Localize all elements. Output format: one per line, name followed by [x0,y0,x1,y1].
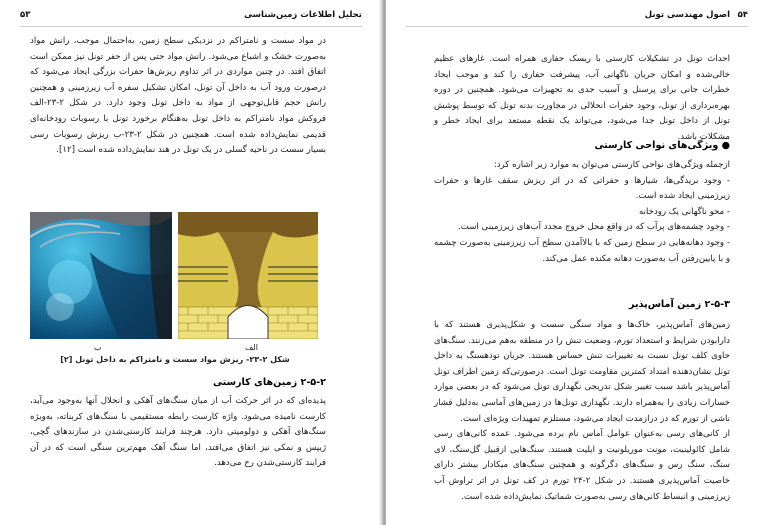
figure-schematic-a [178,212,318,339]
right-section-paragraphs [434,318,730,518]
left-page-number: ۵۳ [20,10,31,20]
right-section-heading: ۲-۵-۳ زمین آماس‌پذیر [628,299,730,310]
right-page-number: ۵۴ [737,10,748,20]
figure-caption: شکل ۲-۲۳- ریزش مواد سست و نامتراکم به داخل تونل [۲] [60,355,290,364]
list-item: - وجود بریدگی‌ها، شیارها و حفراتی که در اثر ریزش سقف غارها و حفرات زیرزمینی ایجاد شده است. [434,175,730,202]
karst-features-heading: ● ویژگی‌های نواحی کارستی [594,140,730,151]
right-intro-paragraph [434,52,730,142]
right-running-title: اصول مهندسی تونل [644,10,730,20]
left-running-title: تحلیل اطلاعات زمین‌شناسی [244,10,362,20]
left-section-text: پدیده‌ای که در اثر حرکت آب از میان سنگ‌های آهکی و انحلال آنها به‌وجود می‌آید، کارست نامیده می‌شود. واژه کارست رابطه مستقیمی با سنگ‌های کربناته، به‌ویژه سنگ‌های آهکی و دولومیتی دارد. هرچند فرایند کارستی‌شدن در سازندهای گچی، ژیپس و نمکی نیز اتفاق می‌افتد، اما سنگ آهک مهم‌ترین سنگی است که در آن فرایند کارستی‌شدن رخ می‌دهد. [30,396,326,469]
swelling-ground-text-1: زمین‌های آماس‌پذیر، خاک‌ها و مواد سنگی سست و شکل‌پذیری هستند که با دارابودن شرایط و استعداد تورم، وضعیت تنش را در منطقه به‌هم می‌زنند. سنگ‌های حاوی کلف تونل نسبت به تغییرات تنش حساس هستند. جریان تودهسنگ به داخل تونل نشان‌دهنده امتداد کمترین مقاومت تونل است. درصورتی‌که زمین اطراف تونل آماس‌پذیر باشد سبب تغییر شکل تدریجی نگهداری تونل می‌شود که در بعضی موارد خسارات زیادی را به‌همراه دارند. نگهداری تونل‌ها در زمین‌های آماسی به‌دلیل فشار ناشی از تورم که در درازمدت ایجاد می‌شود، مستلزم تمهیدات ویژه‌ای است. [434,320,730,424]
left-page-header [20,10,362,27]
list-item: - وجود چشمه‌های پرآب که در واقع محل خروج مجدد آب‌های زیرزمینی است. [458,222,730,233]
figure-label-b: ب [94,343,102,352]
figure-label-a: الف [245,343,258,352]
karst-features-list [434,158,730,288]
left-intro-paragraph [30,34,326,199]
right-page [386,0,768,525]
left-section-paragraph [30,394,326,504]
figure-photo-b [30,212,172,339]
left-page [0,0,382,525]
left-section-heading: ۲-۵-۲ زمین‌های کارستی [212,377,326,388]
left-intro-text: در مواد سست و نامتراکم در نزدیکی سطح زمین، به‌احتمال موجب، رانش مواد به‌صورت خشک و اشباع می‌شود. رانش مواد حتی پس از حفر تونل نیز ممکن است اتفاق افتد. در چنین مواردی در اثر تداوم ریزش‌ها حفرات بزرگی ایجاد می‌شود که درصورت ورود آب به داخل آن تونل، امکان تشکیل سفره آب زیرزمینی و همچنین رانش حجم قابل‌توجهی از مواد به داخل تونل وجود دارد. در شکل ۲-۲۳-الف فروکش مواد نامتراکم به داخل تونل به‌هنگام برخورد تونل با رسوبات رودخانه‌ای قدیمی نمایش‌داده شده است. همچنین در شکل ۲-۲۳-ب ریزش رسوبات رسی بسیار سست در ناحیه گسلی در یک تونل در هند نمایش‌داده شده است [۱۲]. [30,36,326,156]
list-item: - محو ناگهانی یک رودخانه [639,206,730,217]
right-page-header [406,10,748,27]
tunnel-collapse-diagram [178,212,318,339]
right-intro-text: احداث تونل در تشکیلات کارستی با ریسک حفاری همراه است. غارهای عظیم خالی‌شده و امکان جریان ناگهانی آب، پیشرفت حفاری را کند و موجب ایجاد خطرات جانی برای پرسنل و آسیب جدی به تجهیزات می‌شود. همچنین در دوره بهره‌برداری از تونل، وجود حفرات انحلالی در مجاورت بدنه تونل که توسط پوشش تونل از داخل تونل جدا می‌شود، می‌تواند یک نقطه مستعد برای ایجاد خطر و مشکلات باشد. [434,54,730,142]
tunnel-photo-image [30,212,172,339]
swelling-ground-text-2: از کانی‌های رسی به‌عنوان عوامل آماس نام برده می‌شود. عمده کانی‌های رسی شامل کائولینیت، مونت موریلونیت و ایلیت هستند. سنگ‌هایی ازقبیل گل‌سنگ، لای سنگ، سنگ رس و سنگ‌های دگرگونه و همچنین سنگ‌های میکادار بیشتر دارای خاصیت آماس‌پذیری هستند. در شکل ۲-۲۴ تورم در کف تونل در اثر تراوش آب زیرزمینی و انبساط کانی‌های رسی به‌صورت شماتیک نمایش‌داده شده است. [434,429,730,502]
karst-list-intro: ازجمله ویژگی‌های نواحی کارستی می‌توان به موارد زیر اشاره کرد: [493,160,730,170]
list-item: - وجود دهانه‌هایی در سطح زمین که با بالاآمدن سطح آب زیرزمینی به‌صورت چشمه و با پایین‌رفتن آب به‌صورت دهانه مکنده عمل می‌کند. [434,237,730,264]
